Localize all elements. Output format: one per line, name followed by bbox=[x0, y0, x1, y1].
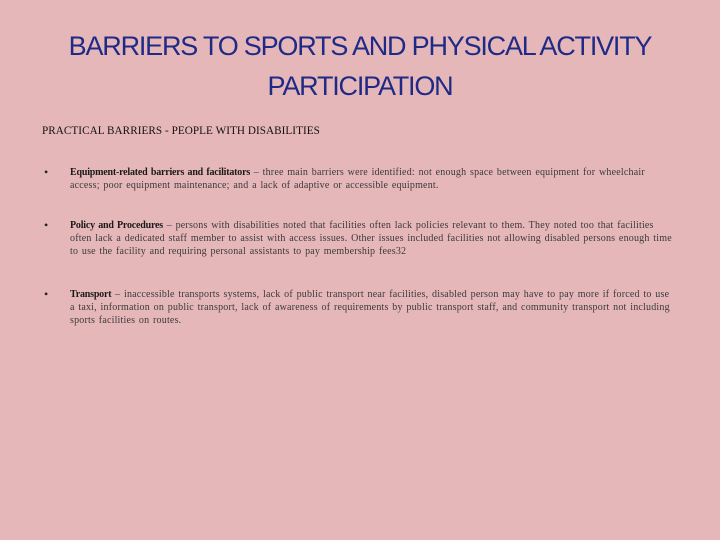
bullet-lead: Policy and Procedures bbox=[70, 220, 163, 231]
bullet-lead: Transport bbox=[70, 289, 112, 300]
bullet-text bbox=[70, 219, 676, 259]
bullet-icon: • bbox=[44, 165, 49, 179]
bullet-text bbox=[70, 288, 676, 328]
bullet-lead: Equipment-related barriers and facilitators bbox=[70, 167, 251, 178]
bullet-icon: • bbox=[44, 287, 49, 301]
slide-title: BARRIERS TO SPORTS AND PHYSICAL ACTIVITY PARTICIPATION bbox=[68, 31, 652, 101]
bullet-body: – persons with disabilities noted that facilities often lack policies relevant to them. They noted too that facilities often lack a dedicated staff member to assist with access issues. Other issues included facilities not allowing disabled persons enough time to use the facility and requiring personal assistants to pay membership fees32 bbox=[70, 220, 672, 258]
bullet-text bbox=[70, 166, 676, 192]
bullet-body: – inaccessible transports systems, lack of public transport near facilities, disabled person may have to pay more if forced to use a taxi, information on public transport, lack of awareness of requirements by public transport staff, and community transport not including sports facilities on routes. bbox=[70, 289, 670, 327]
bullet-body: – three main barriers were identified: not enough space between equipment for wheelchair access; poor equipment maintenance; and a lack of adaptive or accessible equipment. bbox=[70, 167, 645, 192]
bullet-icon: • bbox=[44, 218, 49, 232]
section-subtitle: PRACTICAL BARRIERS - PEOPLE WITH DISABILITIES bbox=[42, 125, 320, 137]
